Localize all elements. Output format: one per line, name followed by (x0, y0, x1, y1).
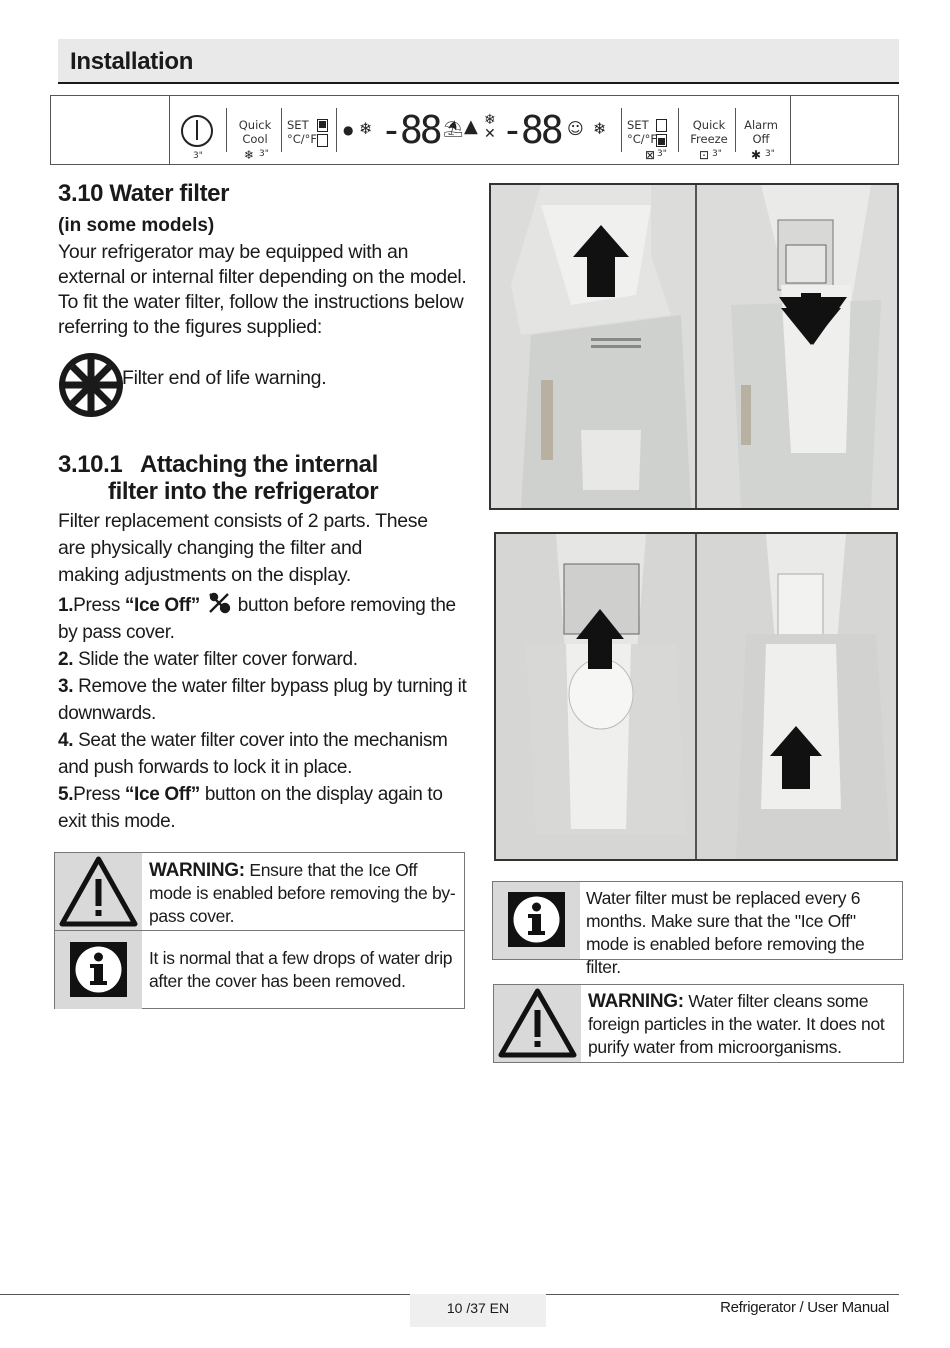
info-icon-cell (55, 931, 142, 1009)
right-temperature-display: -88 (501, 108, 561, 152)
warning-body: Ensure that the Ice Off mode is enabled before removing the by-pass cover. (149, 860, 456, 926)
section-header (58, 39, 899, 84)
subsection-intro: Filter replacement consists of 2 parts. These are physically changing the filter and making adjustments on the display. (58, 510, 428, 586)
info-notice (55, 931, 464, 1009)
step-text: button on the display again to exit this mode. (58, 784, 443, 832)
list-item (58, 727, 470, 781)
panel-divider (678, 108, 679, 152)
left-temperature-display: -88 (380, 108, 440, 152)
warning-triangle-icon (55, 853, 142, 931)
snowflake-icon: ❄ (593, 119, 607, 138)
quick-cool-label: Quick Cool (238, 118, 272, 146)
snowflake-icon: ❄ (359, 119, 373, 138)
panel-divider (226, 108, 227, 152)
freezer-indicator-icon (317, 134, 328, 147)
info-text: Water filter must be replaced every 6 months. Make sure that the "Ice Off" mode is enabled before removing the filter. (586, 888, 865, 977)
panel-divider (169, 96, 170, 164)
list-item (58, 673, 470, 727)
list-item (58, 646, 470, 673)
warning-text (588, 990, 900, 1059)
warning-icon-cell (55, 853, 142, 930)
filter-photo-top (489, 183, 899, 510)
set-right-label: SET °C/°F (627, 118, 658, 146)
panel-divider (336, 108, 337, 152)
filter-warning-row (58, 352, 468, 418)
ice-off-icon: ❄ ✕ (484, 112, 496, 142)
warning-triangle-icon (494, 985, 581, 1062)
quick-freeze-label: Quick Freeze (690, 118, 728, 146)
ice-off-label: “Ice Off” (124, 595, 200, 616)
manual-title: Refrigerator / User Manual (720, 1299, 889, 1316)
warning-label: WARNING: (588, 991, 684, 1012)
step-text: Slide the water filter cover forward. (78, 649, 358, 670)
filter-warning-text: Filter end of life warning. (122, 367, 327, 389)
alarm-off-hold-label: 3" (765, 149, 775, 159)
ice-off-label: “Ice Off” (124, 784, 200, 805)
alarm-off-label: Alarm Off (744, 118, 778, 146)
info-icon (493, 882, 580, 959)
subsection-title (58, 451, 378, 505)
step-number: 5. (58, 784, 74, 805)
panel-divider (735, 108, 736, 152)
set-right-hold-label: 3" (657, 149, 667, 159)
power-hold-label: 3" (193, 151, 203, 161)
eco-icon: ☺ (567, 119, 584, 138)
subsection-title-line2: filter into the refrigerator (108, 478, 379, 505)
step-number: 4. (58, 730, 74, 751)
freezer-indicator-icon (656, 134, 667, 147)
panel-divider (281, 108, 282, 152)
filter-end-of-life-icon (58, 352, 124, 418)
set-right-lock-icon: ⊠ (645, 148, 656, 162)
step-text: Press (73, 595, 125, 616)
fridge-indicator-icon (317, 119, 328, 132)
alert-triangle-icon: ▲ (464, 116, 478, 137)
step-number: 2. (58, 649, 74, 670)
right-info-notice (492, 881, 903, 977)
warning-text (149, 859, 461, 928)
info-icon (55, 931, 142, 1009)
dot-icon: ● (343, 123, 354, 137)
subsection-number: 3.10.1 (58, 451, 123, 478)
power-icon (180, 114, 214, 148)
control-panel-illustration (50, 95, 899, 165)
step-text: button before removing the by pass cover. (58, 595, 456, 643)
list-item (58, 781, 470, 835)
section-title: 3.10 Water filter (58, 180, 230, 207)
ice-off-icon (205, 591, 233, 615)
step-text: Seat the water filter cover into the mechanism and push forwards to lock it in place. (58, 730, 448, 778)
filter-photo-bottom (494, 532, 898, 861)
info-icon-cell (493, 882, 580, 959)
right-warning-notice (493, 984, 904, 1063)
set-left-label: SET °C/°F (287, 118, 318, 146)
steps-list (58, 591, 470, 835)
step-text: Press (73, 784, 125, 805)
page-number: 10 /37 EN (410, 1294, 546, 1327)
section-subtitle: (in some models) (58, 215, 215, 236)
quick-freeze-icon: ⊡ (699, 148, 710, 162)
step-number: 1. (58, 595, 74, 616)
subsection-title-line1: Attaching the internal (140, 451, 378, 478)
alarm-off-icon: ✱ (751, 148, 762, 162)
warning-icon-cell (494, 985, 581, 1062)
warning-label: WARNING: (149, 860, 245, 881)
panel-divider (621, 108, 622, 152)
quick-cool-hold-label: 3" (259, 149, 269, 159)
vacation-icon: ⛱ (443, 119, 464, 138)
quick-freeze-hold-label: 3" (712, 149, 722, 159)
page-title: Installation (70, 48, 194, 75)
list-item (58, 591, 470, 646)
panel-divider (790, 96, 791, 164)
quick-cool-icon: ❄ (244, 148, 255, 162)
fridge-indicator-icon (656, 119, 667, 132)
step-number: 3. (58, 676, 74, 697)
warning-body: Water filter cleans some foreign particles in the water. It does not purify water from microorganisms. (588, 991, 885, 1057)
info-text: It is normal that a few drops of water drip after the cover has been removed. (149, 948, 453, 991)
left-notice-box (54, 852, 465, 1009)
step-text: Remove the water filter bypass plug by turning it downwards. (58, 676, 467, 724)
section-intro: Your refrigerator may be equipped with an external or internal filter depending on the model. To fit the water filter, follow the instructions below referring to the figures supplied: (58, 241, 467, 338)
warning-notice (55, 853, 464, 931)
